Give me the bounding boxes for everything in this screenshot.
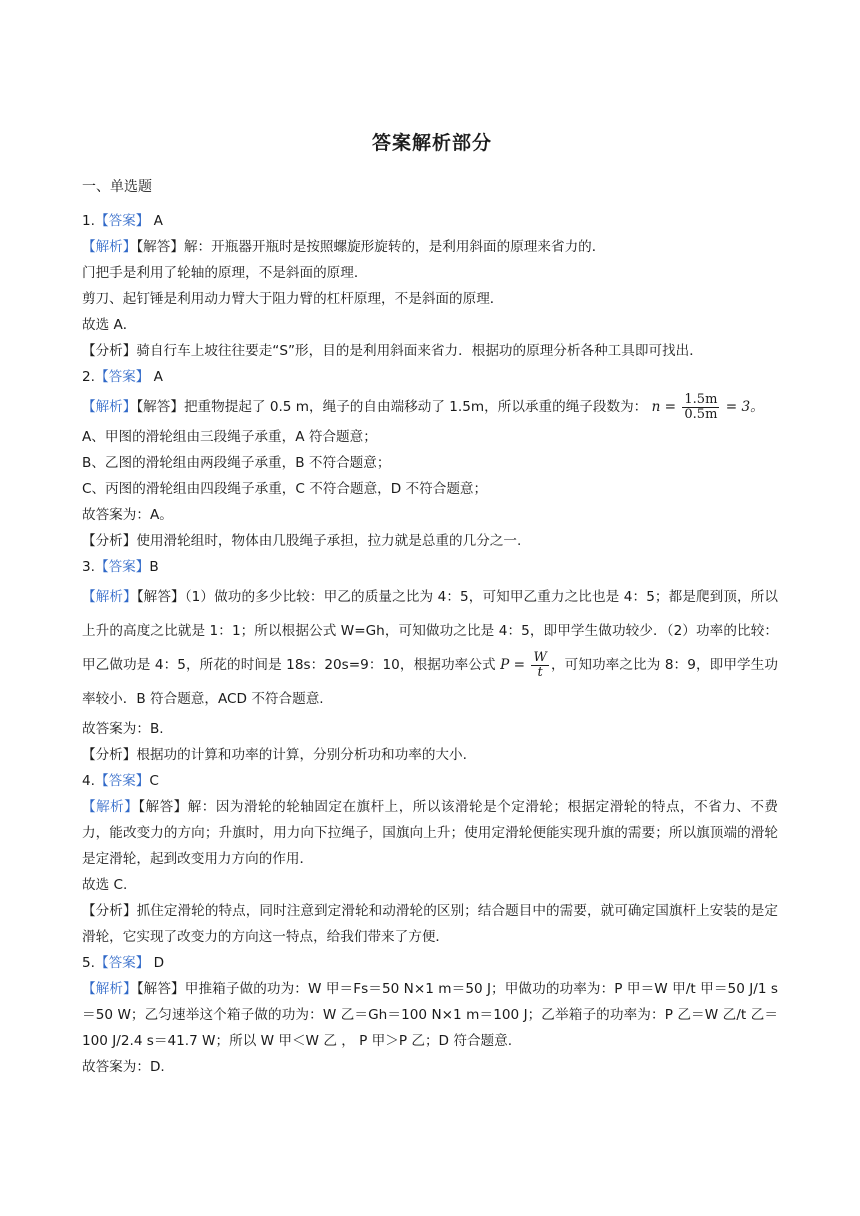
q2-answer-line <box>82 364 778 390</box>
q2-option-c: C、丙图的滑轮组由四段绳子承重，C 不符合题意，D 不符合题意； <box>82 481 488 497</box>
q5-answer: D <box>149 955 165 971</box>
q1-solution-1: 解：开瓶器开瓶时是按照螺旋形旋转的，是利用斜面的原理来省力的． <box>183 239 606 255</box>
q5-solution: 甲推箱子做的功为：W 甲＝Fs＝50 N×1 m＝50 J；甲做功的功率为：P 甲＝W 甲/t 甲＝50 J/1 s＝50 W；乙匀速举这个箱子做的功为：W 乙＝Gh＝100 N×1 m＝100 J；乙举箱子的功率为：P 乙＝W 乙/t 乙＝100 J/2.4 s＝41.7 W；所以 W 甲＜W 乙 ， P 甲＞P 乙；D 符合题意. <box>82 981 779 1049</box>
q1-solution-3: 剪刀、起钉锤是利用动力臂大于阻力臂的杠杆原理，不是斜面的原理． <box>82 291 504 307</box>
q4-solution: 解：因为滑轮的轮轴固定在旗杆上，所以该滑轮是个定滑轮；根据定滑轮的特点，不省力、不费力，能改变力的方向；升旗时，用力向下拉绳子，国旗向上升；使用定滑轮便能实现升旗的需要；所以旗顶端的滑轮是定滑轮，起到改变用力方向的作用． <box>82 799 779 867</box>
q2-summary: 使用滑轮组时，物体由几股绳子承担，拉力就是总重的几分之一. <box>136 533 522 549</box>
q2-fraction <box>682 393 719 422</box>
q1-summary-line <box>82 338 778 364</box>
q3-result: 故答案为：B. <box>82 721 164 737</box>
analysis-tag: 【解析】 <box>82 589 137 605</box>
q3-solution-part-1: （1）做功的多少比较：甲乙的质量之比为 4：5，可知甲乙重力之比也是 4：5；都是爬到顶，所以上升的高度之比就是 1：1；所以根据公式 W=Gh，可知做功之比是 4：5，即甲学生做功较少．（2）功率的比较：甲乙做功是 4：5，所花的时间是 18s：20s=9：10，根据功率公式 <box>82 589 779 673</box>
q1-summary: 骑自行车上坡往往要走“S”形，目的是利用斜面来省力．根据功的原理分析各种工具即可找出． <box>136 343 703 359</box>
q2-number: 2. <box>82 369 95 385</box>
q5-result: 故答案为：D. <box>82 1059 165 1075</box>
q3-answer-line <box>82 554 778 580</box>
q2-formula-rhs: = 3。 <box>721 399 764 415</box>
q4-result: 故选 C. <box>82 877 128 893</box>
q3-summary-line <box>82 742 778 768</box>
q1-answer: A <box>149 213 163 229</box>
page-title: 答案解析部分 <box>371 132 492 154</box>
q1-solution-4: 故选 A． <box>82 317 137 333</box>
q2-fraction-denominator: 0.5m <box>684 406 718 422</box>
q1-number: 1. <box>82 213 95 229</box>
answer-tag: 【答案】 <box>94 955 150 971</box>
q3-fraction-denominator: t <box>537 664 543 680</box>
summary-tag: 【分析】 <box>82 903 137 919</box>
q1-solution-line <box>82 234 778 260</box>
analysis-tag: 【解析】 <box>82 981 137 997</box>
q4-answer: C <box>149 773 159 789</box>
q3-fraction <box>531 651 548 680</box>
q2-fraction-numerator: 1.5m <box>684 391 718 407</box>
summary-tag: 【分析】 <box>82 533 137 549</box>
q4-answer-line <box>82 768 778 794</box>
q2-option-b: B、乙图的滑轮组由两段绳子承重，B 不符合题意； <box>82 455 391 471</box>
q2-formula-lhs: n = <box>651 399 681 415</box>
q3-formula-lhs: P = <box>500 657 530 673</box>
q1-solution-2: 门把手是利用了轮轴的原理，不是斜面的原理． <box>82 265 368 281</box>
q2-answer: A <box>149 369 163 385</box>
q3-number: 3. <box>82 559 95 575</box>
answer-tag: 【答案】 <box>94 773 150 789</box>
q4-solution-paragraph <box>82 794 778 872</box>
summary-tag: 【分析】 <box>82 343 137 359</box>
analysis-tag: 【解析】 <box>82 399 137 415</box>
solution-tag: 【解答】 <box>136 239 184 255</box>
answer-body <box>82 208 778 1080</box>
q2-result: 故答案为：A。 <box>82 507 173 523</box>
q3-solution-part-2: ，可知功率之比为 8：9，即甲学生功率较小．B 符合题意，ACD 不符合题意. <box>82 657 778 707</box>
q2-option-a: A、甲图的滑轮组由三段绳子承重，A 符合题意； <box>82 429 377 445</box>
q3-fraction-numerator: W <box>533 649 547 665</box>
q5-solution-paragraph <box>82 976 778 1054</box>
solution-tag: 【解答】 <box>138 799 188 815</box>
q4-number: 4. <box>82 773 95 789</box>
q4-summary: 抓住定滑轮的特点，同时注意到定滑轮和动滑轮的区别；结合题目中的需要，就可确定国旗杆上安装的是定滑轮，它实现了改变力的方向这一特点，给我们带来了方便． <box>82 903 778 945</box>
q4-summary-line <box>82 898 778 950</box>
answer-tag: 【答案】 <box>94 369 150 385</box>
analysis-tag: 【解析】 <box>82 799 139 815</box>
analysis-tag: 【解析】 <box>82 239 137 255</box>
summary-tag: 【分析】 <box>82 747 137 763</box>
solution-tag: 【解答】 <box>136 589 185 605</box>
section-heading: 一、单选题 <box>82 179 152 195</box>
q3-answer: B <box>149 559 159 575</box>
q3-solution-paragraph <box>82 580 778 716</box>
q3-summary: 根据功的计算和功率的计算，分别分析功和功率的大小. <box>136 747 467 763</box>
solution-tag: 【解答】 <box>136 981 185 997</box>
answer-tag: 【答案】 <box>94 213 150 229</box>
q5-answer-line <box>82 950 778 976</box>
answer-tag: 【答案】 <box>94 559 150 575</box>
solution-tag: 【解答】 <box>136 399 184 415</box>
q1-answer-line <box>82 208 778 234</box>
q2-solution-1: 把重物提起了 0.5 m，绳子的自由端移动了 1.5m，所以承重的绳子段数为： <box>183 399 648 415</box>
q5-number: 5. <box>82 955 95 971</box>
q2-summary-line <box>82 528 778 554</box>
q2-solution-line <box>82 390 778 424</box>
